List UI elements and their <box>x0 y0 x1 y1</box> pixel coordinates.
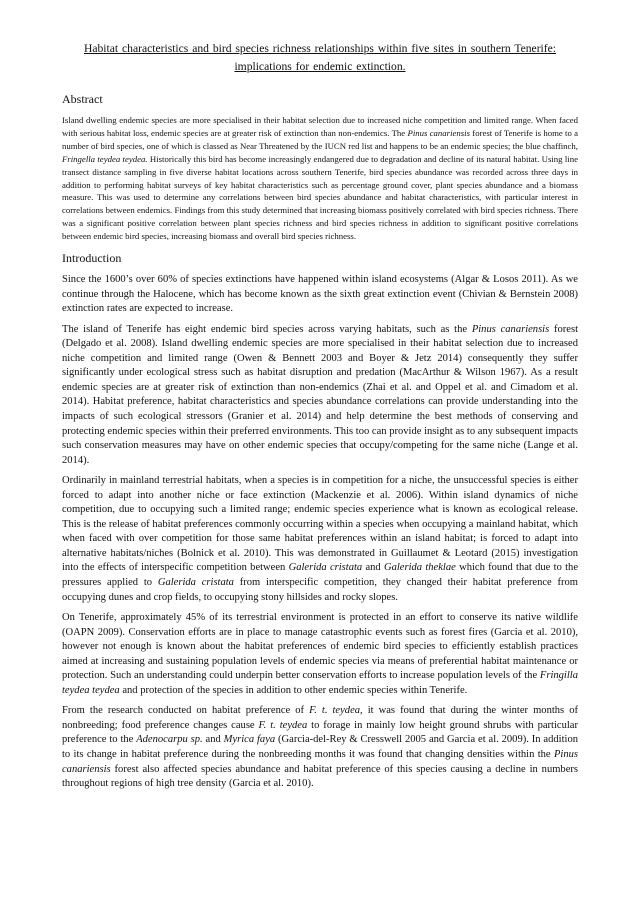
species-name: Adenocarpu sp. <box>136 734 203 746</box>
abstract-text: Island dwelling endemic species are more specialised in their habitat selection due to increased niche competition and limited range. When faced with serious habitat loss, endemic species are at greater risk of extinction than non-endemics. The Pinus canariensis forest of Tenerife is home to a number of bird species, one of which is classed as Near Threatened by the IUCN red list and happens to be an endemic species; the blue chaffinch, Fringella teydea teydea. Historically this bird has become increasingly endangered due to degradation and decline of its natural habitat. Using line transect distance sampling in five diverse habitat locations across southern Tenerife, bird species abundance was recorded across three days in addition to performing habitat surveys of key habitat characteristics such as percentage ground cover, plant species abundance and a biomass measure. This was used to determine any correlations between bird species abundance and habitat characteristics, with particular interest in correlations between endemics. Findings from this study determined that increasing biomass positively correlated with bird species richness. There was a significant positive correlation between plant species richness and bird species richness in addition to significant positive correlations between endemic bird species, increasing biomass and overall bird species richness. <box>62 115 578 242</box>
intro-paragraph-3: Ordinarily in mainland terrestrial habitats, when a species is in competition for a niche, the unsuccessful species is either forced to adapt into another niche or face extinction (Mackenzie et al. 2006). Within island dynamics of niche competition, due to occupying such a limited range; endemic species experience what is known as ecological release. This is the release of habitat preferences commonly occurring within a species when occupying a mainland habitat, which when faced with over competition for those same habitat preferences within an island habitat; is forced to adapt into alternative habitats/niches (Bolnick et al. 2010). This was demonstrated in Guillaumet & Leotard (2015) investigation into the effects of interspecific competition between Galerida cristata and Galerida theklae which found that due to the pressures applied to Galerida cristata from interspecific competition, they changed their habitat preference from occupying dunes and crop fields, to occupying stony hillsides and rocky slopes. <box>62 475 579 603</box>
paper-title-line-1: Habitat characteristics and bird species richness relationships within five sites in southern Tenerife: <box>83 42 556 55</box>
species-name: Pinus canariensis <box>62 749 578 775</box>
intro-paragraph-1: Since the 1600’s over 60% of species extinctions have happened within island ecosystems (Algar & Losos 2011). As we continue through the Halocene, which has become known as the sixth great extinction event (Chivian & Bernstein 2008) extinction rates are expected to increase. <box>62 274 578 315</box>
intro-paragraph-4: On Tenerife, approximately 45% of its terrestrial environment is protected in an effort to conserve its native wildlife (OAPN 2009). Conservation efforts are in place to manage catastrophic events such as forest fires (Garcia et al. 2010), however not enough is known about the habitat preferences of endemic bird species to efficiently establish practices aimed at increasing and sustaining population levels of endemic species via means of preferential habitat maintenance or protection. Such an understanding could underpin better conservation efforts to increase population levels of the Fringilla teydea teydea and protection of the species in addition to other endemic species within Tenerife. <box>62 612 578 696</box>
species-name: F. t. teydea <box>309 705 361 717</box>
species-name: Pinus canariensis <box>407 127 471 138</box>
species-name: Pinus canariensis <box>471 323 550 335</box>
species-name: Galerida theklae <box>383 562 456 574</box>
abstract-heading: Abstract <box>62 92 103 106</box>
introduction-heading: Introduction <box>62 251 122 266</box>
intro-paragraph-5: From the research conducted on habitat preference of F. t. teydea, it was found that during the winter months of nonbreeding; food preference changes cause F. t. teydea to forage in mainly low height ground shrubs with particular preference to the Adenocarpu sp. and Myrica faya (Garcia-del-Rey & Cresswell 2005 and Garcia et al. 2009). In addition to its change in habitat preference during the nonbreeding months it was found that changing densities within the Pinus canariensis forest also affected species abundance and habitat preference of this species causing a decline in numbers throughout regions of high tree density (Garcia et al. 2010). <box>62 705 578 790</box>
species-name: F. t. teydea <box>258 719 308 731</box>
intro-paragraph-2: The island of Tenerife has eight endemic bird species across varying habitats, such as the Pinus canariensis forest (Delgado et al. 2008). Island dwelling endemic species are more specialised in their habitat selection due to increased niche competition and limited range (Owen & Bennett 2003 and Boyer & Jetz 2014) consequently they suffer significantly under ecological stress such as habitat disruption and predation (MacArthur & Wilson 1967). As a result endemic species are at greater risk of extinction than non-endemics (Zhai et al. and Oppel et al. and Cimadom et al. 2014). Habitat preference, habitat characteristics and species abundance correlations can provide understanding into the impacts of such ecological stressors (Granier et al. 2014) and help determine the best methods of conserving and protecting endemic species within their preferred environments. This too can provide insight as to any subsequent impacts such conservation measures may have on other endemic species that occupy/competing for the same niche (Lange et al. 2014). <box>62 323 579 466</box>
paper-title <box>62 40 578 76</box>
species-name: Fringilla teydea teydea <box>62 670 578 696</box>
paper-title-line-2: implications for endemic extinction. <box>234 60 406 73</box>
species-name: Fringella teydea teydea. <box>62 153 148 164</box>
species-name: Galerida cristata <box>157 577 234 588</box>
species-name: Myrica faya <box>223 734 276 746</box>
species-name: Galerida cristata <box>288 562 363 574</box>
